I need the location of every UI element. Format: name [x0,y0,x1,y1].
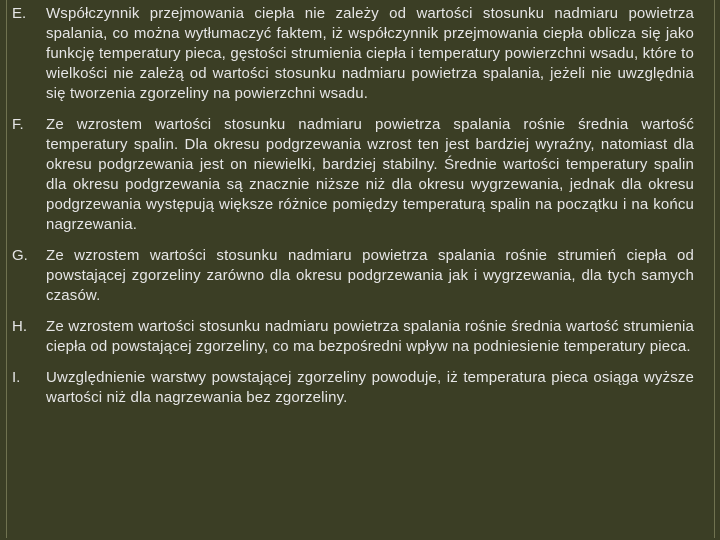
item-letter: F. [12,116,24,133]
list-item-g [12,246,694,306]
conclusions-list [12,4,694,408]
item-text: Uwzględnienie warstwy powstającej zgorzeliny powoduje, iż temperatura pieca osiąga wyższe wartości niż dla nagrzewania bez zgorzeliny. [46,369,694,406]
item-text: Ze wzrostem wartości stosunku nadmiaru powietrza spalania rośnie strumień ciepła od powstającej zgorzeliny zarówno dla okresu podgrzewania jak i wygrzewania, dla tych samych czasów. [46,247,694,304]
list-item-f [12,115,694,235]
item-text: Ze wzrostem wartości stosunku nadmiaru powietrza spalania rośnie średnia wartość strumienia ciepła od powstającej zgorzeliny, co ma bezpośredni wpływ na podniesienie temperatury pieca. [46,318,694,355]
item-text: Współczynnik przejmowania ciepła nie zależy od wartości stosunku nadmiaru powietrza spalania, co można wytłumaczyć faktem, iż współczynnik przejmowania ciepła oblicza się jako funkcję temperatury pieca, gęstości strumienia ciepła i temperatury powierzchni wsadu, które to wielkości nie zależą od wartości stosunku nadmiaru powietrza spalania, jeżeli nie uwzględnia się tworzenia zgorzeliny na powierzchni wsadu. [46,5,694,102]
item-letter: H. [12,318,27,335]
list-item-h [12,317,694,357]
item-text: Ze wzrostem wartości stosunku nadmiaru powietrza spalania rośnie średnia wartość temperatury spalin. Dla okresu podgrzewania wzrost ten jest bardziej wyraźny, natomiast dla okresu podgrzewania jest on niewielki, bardziej stabilny. Średnie wartości temperatury spalin dla okresu podgrzewania są znacznie niższe niż dla okresu wygrzewania, jednak dla okresu podgrzewania występują większe różnice pomiędzy temperaturą spalin na początku i na końcu nagrzewania. [46,116,694,233]
list-item-i [12,368,694,408]
item-letter: E. [12,5,27,22]
list-item-e [12,4,694,104]
item-letter: I. [12,369,21,386]
item-letter: G. [12,247,28,264]
